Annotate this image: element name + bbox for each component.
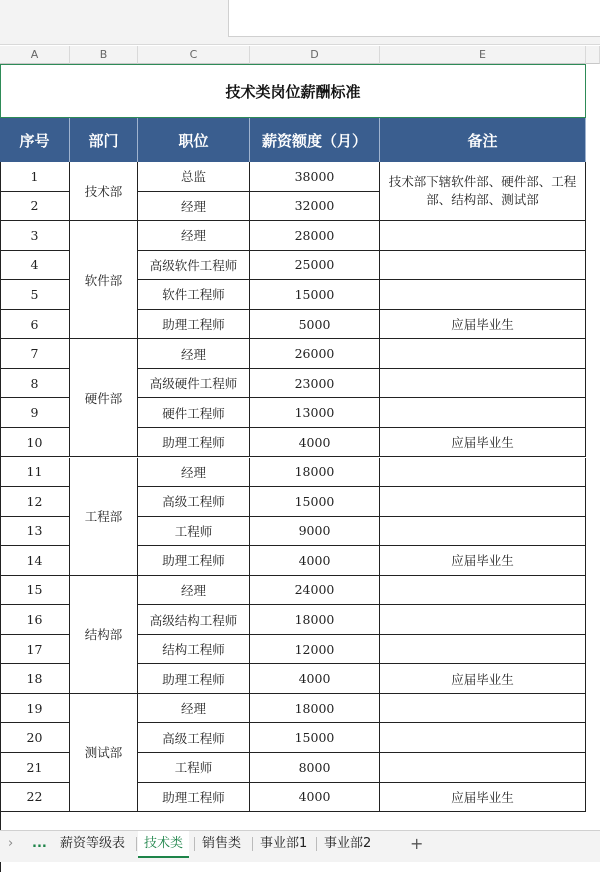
cell-salary[interactable]: 4000 [250, 664, 380, 694]
cell-position[interactable]: 经理 [138, 192, 250, 222]
sheet-tab[interactable]: 销售类 [202, 836, 242, 851]
cell-salary[interactable]: 13000 [250, 398, 380, 428]
cell-serial[interactable]: 4 [0, 251, 70, 281]
cell-position[interactable]: 经理 [138, 339, 250, 369]
cell-department[interactable]: 硬件部 [70, 339, 138, 457]
header-cell-d[interactable]: 薪资额度（月） [250, 118, 380, 162]
cell-department[interactable]: 结构部 [70, 576, 138, 694]
cell-note[interactable] [380, 369, 586, 399]
cell-serial[interactable]: 16 [0, 605, 70, 635]
cell-position[interactable]: 高级工程师 [138, 487, 250, 517]
cell-serial[interactable]: 20 [0, 723, 70, 753]
cell-note[interactable] [380, 280, 586, 310]
header-cell-c[interactable]: 职位 [138, 118, 250, 162]
cell-position[interactable]: 总监 [138, 162, 250, 192]
cell-position[interactable]: 结构工程师 [138, 635, 250, 665]
cell-serial[interactable]: 10 [0, 428, 70, 458]
cell-note[interactable] [380, 251, 586, 281]
cell-salary[interactable]: 23000 [250, 369, 380, 399]
cell-serial[interactable]: 8 [0, 369, 70, 399]
cell-salary[interactable]: 25000 [250, 251, 380, 281]
tab-divider [316, 837, 317, 851]
cell-note[interactable] [380, 694, 586, 724]
cell-serial[interactable]: 2 [0, 192, 70, 222]
cell-position[interactable]: 经理 [138, 221, 250, 251]
header-cell-b[interactable]: 部门 [70, 118, 138, 162]
cell-position[interactable]: 软件工程师 [138, 280, 250, 310]
cell-serial[interactable]: 18 [0, 664, 70, 694]
cell-serial[interactable]: 14 [0, 546, 70, 576]
cell-note[interactable] [380, 723, 586, 753]
cell-note[interactable]: 应届毕业生 [380, 546, 586, 576]
cell-salary[interactable]: 4000 [250, 783, 380, 813]
cell-serial[interactable]: 15 [0, 576, 70, 606]
tab-divider [136, 837, 137, 851]
column-header-filler [586, 46, 600, 64]
cell-salary[interactable]: 24000 [250, 576, 380, 606]
cell-serial[interactable]: 3 [0, 221, 70, 251]
column-header-d[interactable]: D [250, 46, 380, 64]
cell-note[interactable] [380, 517, 586, 547]
cell-note[interactable] [380, 576, 586, 606]
cell-position[interactable]: 高级硬件工程师 [138, 369, 250, 399]
cell-department[interactable]: 软件部 [70, 221, 138, 339]
cell-serial[interactable]: 1 [0, 162, 70, 192]
cell-serial[interactable]: 13 [0, 517, 70, 547]
cell-serial[interactable]: 21 [0, 753, 70, 783]
sheet-tab[interactable]: 事业部2 [324, 836, 372, 851]
cell-serial[interactable]: 22 [0, 783, 70, 813]
sheet-tab[interactable]: 技术类 [138, 831, 189, 858]
cell-note[interactable]: 应届毕业生 [380, 664, 586, 694]
cell-salary[interactable]: 32000 [250, 192, 380, 222]
cell-position[interactable]: 经理 [138, 694, 250, 724]
cell-serial[interactable]: 9 [0, 398, 70, 428]
header-cell-e[interactable]: 备注 [380, 118, 586, 162]
cell-serial[interactable]: 19 [0, 694, 70, 724]
cell-department[interactable]: 测试部 [70, 694, 138, 812]
cell-note[interactable]: 应届毕业生 [380, 783, 586, 813]
cell-department[interactable]: 工程部 [70, 458, 138, 576]
cell-serial[interactable]: 7 [0, 339, 70, 369]
cell-note[interactable]: 应届毕业生 [380, 310, 586, 340]
column-header-b[interactable]: B [70, 46, 138, 64]
cell-salary[interactable]: 15000 [250, 487, 380, 517]
formula-bar-area [0, 0, 600, 45]
cell-salary[interactable]: 26000 [250, 339, 380, 369]
cell-note[interactable] [380, 458, 586, 488]
cell-salary[interactable]: 5000 [250, 310, 380, 340]
cell-salary[interactable]: 15000 [250, 280, 380, 310]
column-header-e[interactable]: E [380, 46, 586, 64]
cell-salary[interactable]: 38000 [250, 162, 380, 192]
cell-note[interactable] [380, 605, 586, 635]
cell-position[interactable]: 助理工程师 [138, 664, 250, 694]
cell-salary[interactable]: 28000 [250, 221, 380, 251]
tab-scroll-left-icon[interactable]: › [8, 836, 14, 851]
cell-note[interactable]: 应届毕业生 [380, 428, 586, 458]
cell-salary[interactable]: 18000 [250, 605, 380, 635]
cell-position[interactable]: 硬件工程师 [138, 398, 250, 428]
cell-note[interactable] [380, 221, 586, 251]
table-title[interactable]: 技术类岗位薪酬标准 [0, 64, 586, 118]
cell-position[interactable]: 工程师 [138, 517, 250, 547]
cell-note[interactable] [380, 487, 586, 517]
cell-department[interactable]: 技术部 [70, 162, 138, 221]
cell-position[interactable]: 工程师 [138, 753, 250, 783]
header-cell-a[interactable]: 序号 [0, 118, 70, 162]
formula-input[interactable] [228, 0, 600, 37]
cell-serial[interactable]: 5 [0, 280, 70, 310]
cell-salary[interactable]: 4000 [250, 428, 380, 458]
column-header-c[interactable]: C [138, 46, 250, 64]
cell-serial[interactable]: 11 [0, 458, 70, 488]
more-tabs-icon[interactable]: ... [32, 836, 47, 851]
cell-serial[interactable]: 6 [0, 310, 70, 340]
cell-note-merged[interactable]: 技术部下辖软件部、硬件部、工程部、结构部、测试部 [380, 162, 586, 221]
sheet-tab[interactable]: 薪资等级表 [60, 836, 126, 851]
sheet-tab-bar [0, 830, 600, 862]
cell-note[interactable] [380, 339, 586, 369]
cell-position[interactable]: 助理工程师 [138, 783, 250, 813]
cell-position[interactable]: 助理工程师 [138, 428, 250, 458]
cell-serial[interactable]: 17 [0, 635, 70, 665]
cell-note[interactable] [380, 398, 586, 428]
cell-salary[interactable]: 8000 [250, 753, 380, 783]
tab-divider [194, 837, 195, 851]
tab-divider [252, 837, 253, 851]
cell-position[interactable]: 经理 [138, 576, 250, 606]
cell-salary[interactable]: 4000 [250, 546, 380, 576]
cell-position[interactable]: 助理工程师 [138, 546, 250, 576]
cell-position[interactable]: 高级结构工程师 [138, 605, 250, 635]
cell-salary[interactable]: 15000 [250, 723, 380, 753]
cell-position[interactable]: 高级工程师 [138, 723, 250, 753]
cell-position[interactable]: 助理工程师 [138, 310, 250, 340]
cell-position[interactable]: 高级软件工程师 [138, 251, 250, 281]
cell-salary[interactable]: 12000 [250, 635, 380, 665]
cell-position[interactable]: 经理 [138, 458, 250, 488]
column-header-a[interactable]: A [0, 46, 70, 64]
sheet-tab[interactable]: 事业部1 [260, 836, 308, 851]
cell-serial[interactable]: 12 [0, 487, 70, 517]
cell-salary[interactable]: 18000 [250, 694, 380, 724]
cell-salary[interactable]: 9000 [250, 517, 380, 547]
cell-salary[interactable]: 18000 [250, 458, 380, 488]
cell-note[interactable] [380, 635, 586, 665]
cell-note[interactable] [380, 753, 586, 783]
add-sheet-icon[interactable]: + [410, 834, 424, 853]
